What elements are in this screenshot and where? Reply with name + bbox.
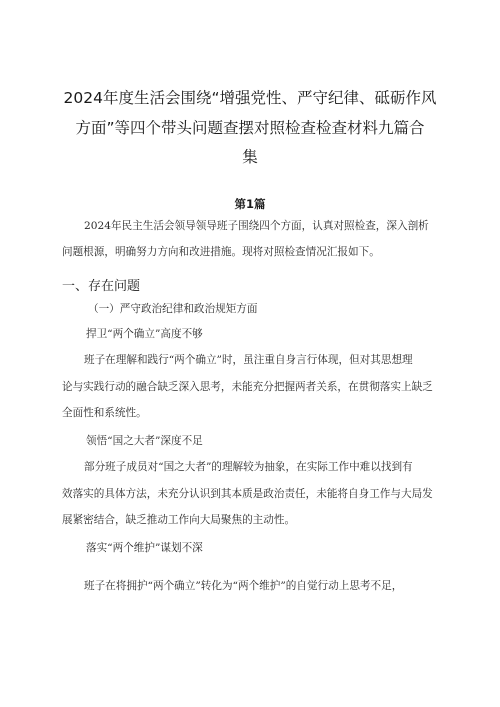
point-3-heading: 落实“两个维护”谋划不深 (86, 542, 203, 554)
document-title-line-2: 方面”等四个带头问题查摆对照检查检查材料九篇合 (75, 119, 425, 137)
section-label: 第1篇 (234, 197, 266, 211)
point-1-heading: 捍卫“两个确立”高度不够 (86, 328, 203, 340)
para1-line-2: 论与实践行动的融合缺乏深入思考，未能充分把握两者关系，在贯彻落实上缺乏 (62, 381, 433, 393)
para1-line-1: 班子在理解和践行“两个确立”时，虽注重自身言行体现，但对其思想理 (84, 354, 413, 366)
document-title-line-1: 2024年度生活会围绕“增强党性、严守纪律、砥砺作风 (63, 89, 437, 107)
intro-line-1: 2024年民主生活会领导领导班子围绕四个方面，认真对照检查，深入剖析 (84, 220, 429, 232)
para2-line-3: 展紧密结合，缺乏推动工作向大局聚焦的主动性。 (62, 514, 296, 526)
document-title-line-3: 集 (242, 148, 258, 166)
intro-line-2: 问题根源，明确努力方向和改进措施。现将对照检查情况汇报如下。 (62, 246, 380, 258)
para3-line-1: 班子在将拥护“两个确立”转化为“两个维护”的自觉行动上思考不足， (84, 580, 403, 592)
para2-line-2: 效落实的具体方法，未充分认识到其本质是政治责任，未能将自身工作与大局发 (62, 488, 433, 500)
heading-existing-problems: 一、存在问题 (62, 279, 141, 294)
para2-line-1: 部分班子成员对“国之大者”的理解较为抽象，在实际工作中难以找到有 (84, 461, 413, 473)
para1-line-3: 全面性和系统性。 (62, 407, 147, 419)
point-2-heading: 领悟“国之大者”深度不足 (86, 435, 203, 447)
subheading-political-discipline: （一）严守政治纪律和政治规矩方面 (88, 303, 258, 315)
